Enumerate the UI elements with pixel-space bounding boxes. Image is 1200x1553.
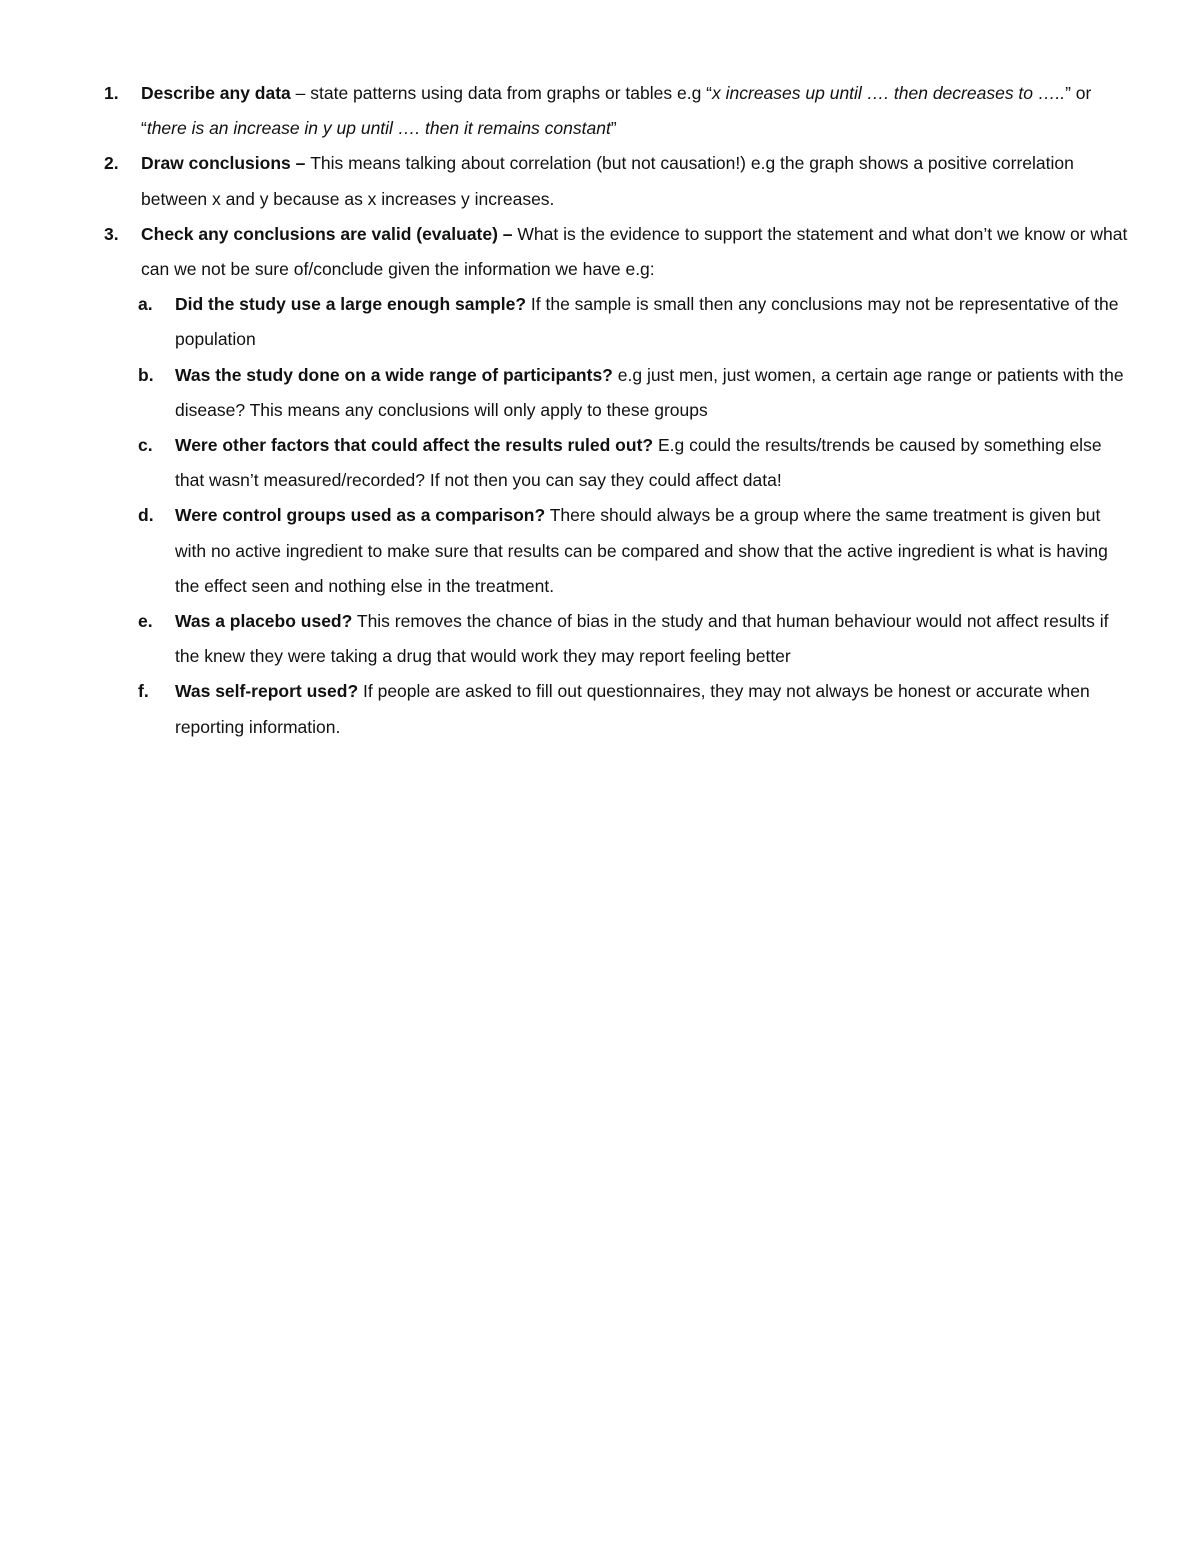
item-letter: b.	[138, 364, 154, 385]
sub-item-text: If people are asked to fill out questionnaires, they may not always be honest or accurate when reporting information.	[175, 681, 1090, 737]
item-heading: Draw conclusions –	[141, 153, 311, 174]
item-heading: Check any conclusions are valid (evaluate) –	[141, 223, 518, 244]
sub-item-text: There should always be a group where the same treatment is given but with no active ingredient to make sure that results can be compared and show that the active ingredient is what is having the effect seen and nothing else in the treatment.	[175, 505, 1108, 596]
sub-item-body	[175, 505, 1108, 595]
sub-item-body	[175, 365, 1124, 420]
item-body	[141, 153, 1074, 208]
lettered-sublist	[138, 287, 1134, 745]
sub-item-text: If the sample is small then any conclusions may not be representative of the population	[175, 294, 1119, 350]
item-body	[141, 224, 1127, 279]
sub-item-question: Was self-report used?	[175, 681, 359, 702]
item-number: 1.	[104, 83, 119, 103]
sub-item-body	[175, 294, 1118, 349]
sub-item-question: Did the study use a large enough sample?	[175, 294, 527, 315]
list-item-draw-conclusions	[104, 146, 1134, 216]
item-text: What is the evidence to support the statement and what don’t we know or what can we not be sure of/conclude given the information we have e.g:	[141, 223, 1128, 280]
item-letter: c.	[138, 435, 153, 456]
sub-item-body	[175, 611, 1109, 666]
numbered-list	[104, 76, 1134, 745]
sub-item-text: This removes the chance of bias in the study and that human behaviour would not affect results if the knew they were taking a drug that would work they may report feeling better	[175, 611, 1109, 667]
item-italic-example: there is an increase in y up until …. then it remains constant	[146, 118, 611, 139]
item-letter: e.	[138, 611, 153, 632]
sub-item-question: Were control groups used as a comparison?	[175, 505, 546, 526]
item-letter: d.	[138, 505, 154, 526]
sub-item-text: E.g could the results/trends be caused by something else that wasn’t measured/recorded? If not then you can say they could affect data!	[175, 435, 1102, 491]
sub-item-question: Was the study done on a wide range of participants?	[175, 364, 613, 385]
sub-item-question: Were other factors that could affect the results ruled out?	[175, 435, 654, 456]
sublist-item-self-report	[138, 674, 1134, 744]
list-item-check-conclusions	[104, 217, 1134, 287]
sub-item-body	[175, 681, 1090, 736]
item-body	[141, 83, 1091, 138]
sub-item-question: Was a placebo used?	[175, 611, 353, 632]
item-text: ” or “	[141, 83, 1092, 139]
sublist-item-placebo	[138, 604, 1134, 674]
sub-item-body	[175, 435, 1102, 490]
item-number: 2.	[104, 153, 119, 174]
sublist-item-participants	[138, 358, 1134, 428]
item-text: – state patterns using data from graphs or tables e.g “	[290, 83, 713, 103]
sublist-item-sample-size	[138, 287, 1134, 357]
item-number: 3.	[104, 223, 119, 244]
item-text: This means talking about correlation (but not causation!) e.g the graph shows a positive correlation between x and y because as x increases y increases.	[141, 153, 1074, 209]
sub-item-text: e.g just men, just women, a certain age range or patients with the disease? This means any conclusions will only apply to these groups	[175, 364, 1124, 420]
item-letter: f.	[138, 681, 149, 702]
list-item-describe-data	[104, 76, 1134, 146]
sublist-item-other-factors	[138, 428, 1134, 498]
sublist-item-control-groups	[138, 498, 1134, 604]
item-letter: a.	[138, 294, 153, 315]
item-text: ”	[610, 118, 617, 139]
item-italic-example: x increases up until …. then decreases to …..	[712, 83, 1066, 103]
item-heading: Describe any data	[141, 83, 291, 103]
